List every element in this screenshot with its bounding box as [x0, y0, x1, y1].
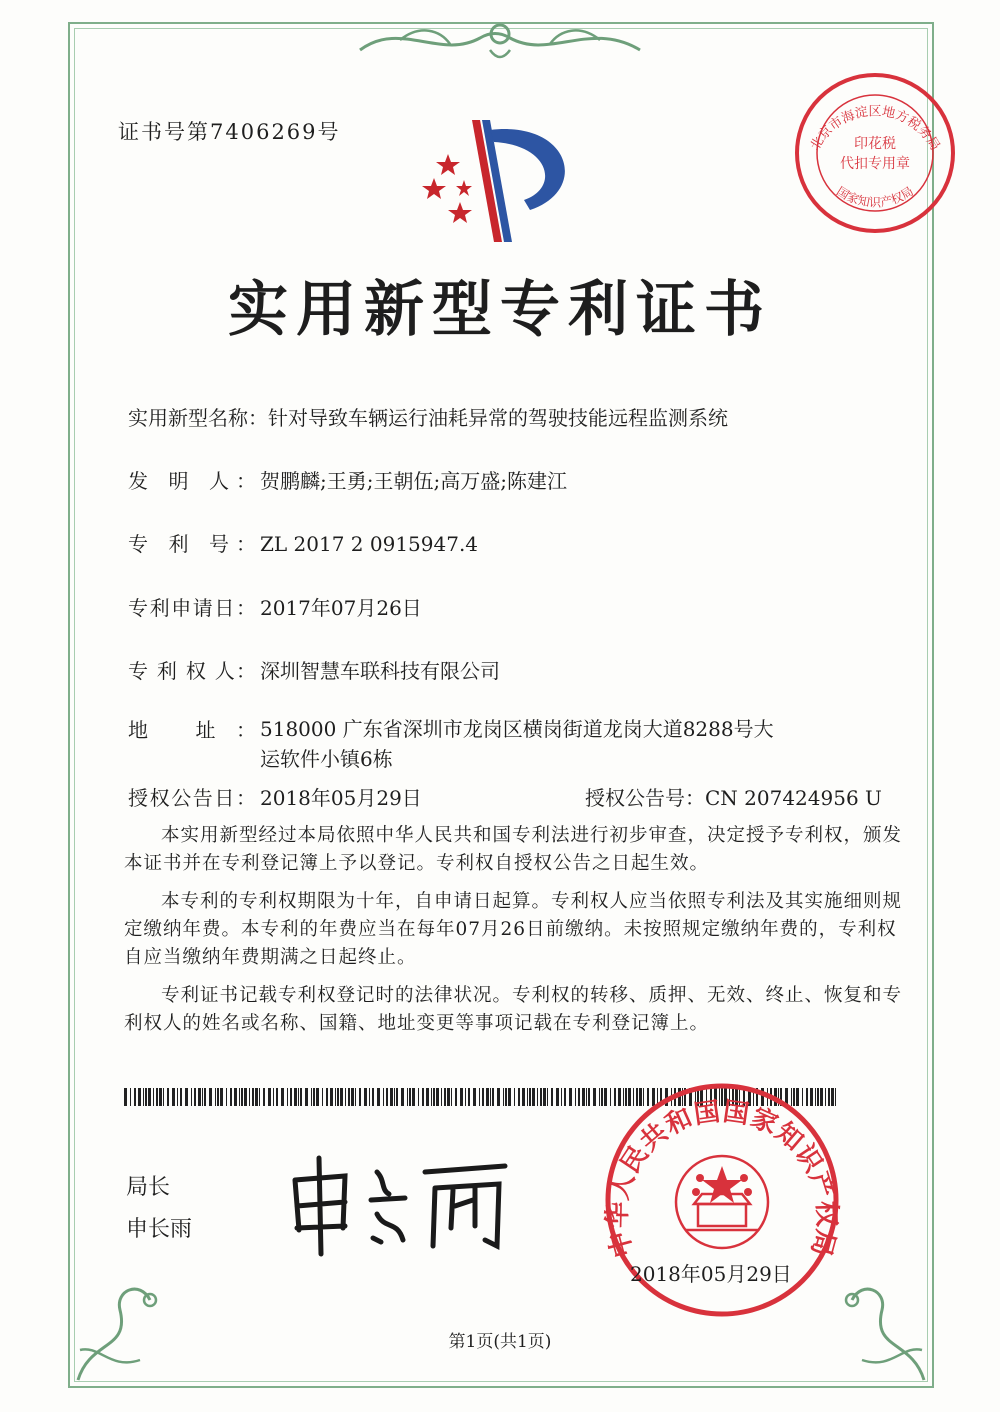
tax-stamp-ring-bottom: 国家知识产权局 — [834, 184, 916, 210]
field-grant-date-label: 授权公告日： — [128, 786, 256, 810]
top-ornament — [340, 10, 660, 70]
field-patentee-value: 深圳智慧车联科技有限公司 — [260, 659, 500, 683]
field-patentee — [128, 655, 500, 684]
tax-stamp-line2: 代扣专用章 — [840, 156, 910, 172]
field-inventor-label: 发 明 人： — [128, 469, 256, 493]
director-title: 局长 — [126, 1175, 171, 1200]
field-patent-number-value: ZL 2017 2 0915947.4 — [260, 532, 479, 556]
document-title: 实用新型专利证书 — [228, 275, 772, 345]
paragraph-3: 专利证书记载专利权登记时的法律状况。专利权的转移、质押、无效、终止、恢复和专利权人的姓名或名称、国籍、地址变更等事项记载在专利登记簿上。 — [124, 985, 903, 1034]
field-name-label: 实用新型名称： — [128, 406, 268, 430]
field-inventor-value: 贺鹏麟;王勇;王朝伍;高万盛;陈建江 — [260, 469, 567, 493]
field-patentee-label: 专 利 权 人： — [128, 659, 256, 683]
field-filing-date — [128, 592, 422, 621]
field-grant-number-value: CN 207424956 U — [705, 786, 882, 810]
field-patent-number — [128, 528, 478, 557]
field-filing-date-value: 2017年07月26日 — [260, 596, 422, 620]
field-name-value: 针对导致车辆运行油耗异常的驾驶技能远程监测系统 — [268, 406, 728, 430]
page-footer: 第1页(共1页) — [448, 1332, 552, 1352]
tax-stamp-ring-text: 北京市海淀区地方税务局 — [807, 104, 943, 154]
tax-stamp-line1: 印花税 — [854, 136, 896, 152]
patent-office-logo — [420, 110, 590, 250]
field-inventor — [128, 465, 567, 494]
seal-ring-text: 中华人民共和国国家知识产权局 — [602, 1096, 842, 1261]
field-filing-date-label: 专利申请日： — [128, 596, 256, 620]
field-address — [128, 714, 780, 774]
paragraph-2: 本专利的专利权期限为十年，自申请日起算。专利权人应当依照专利法及其实施细则规定缴纳年费。本专利的年费应当在每年07月26日前缴纳。未按照规定缴纳年费的，专利权自应当缴纳年费期满之日起终止。 — [124, 891, 903, 968]
field-patent-number-label: 专 利 号： — [128, 532, 256, 556]
certificate-number: 证书号第7406269号 — [118, 120, 341, 144]
field-address-value: 518000 广东省深圳市龙岗区横岗街道龙岗大道8288号大运软件小镇6栋 — [260, 717, 774, 771]
field-grant-date — [128, 782, 422, 811]
field-utility-model-name — [128, 402, 728, 431]
field-address-label: 地 址： — [128, 718, 256, 742]
field-grant-number — [585, 782, 882, 811]
bottom-left-ornament — [70, 1250, 180, 1390]
director-name: 申长雨 — [126, 1217, 193, 1242]
paragraph-1: 本实用新型经过本局依照中华人民共和国专利法进行初步审查，决定授予专利权，颁发本证书并在专利登记簿上予以登记。专利权自授权公告之日起生效。 — [124, 825, 903, 874]
field-grant-number-label: 授权公告号： — [585, 786, 705, 810]
director-signature — [285, 1150, 515, 1260]
seal-date: 2018年05月29日 — [630, 1262, 792, 1286]
field-grant-date-value: 2018年05月29日 — [260, 786, 422, 810]
tax-stamp — [790, 68, 960, 238]
